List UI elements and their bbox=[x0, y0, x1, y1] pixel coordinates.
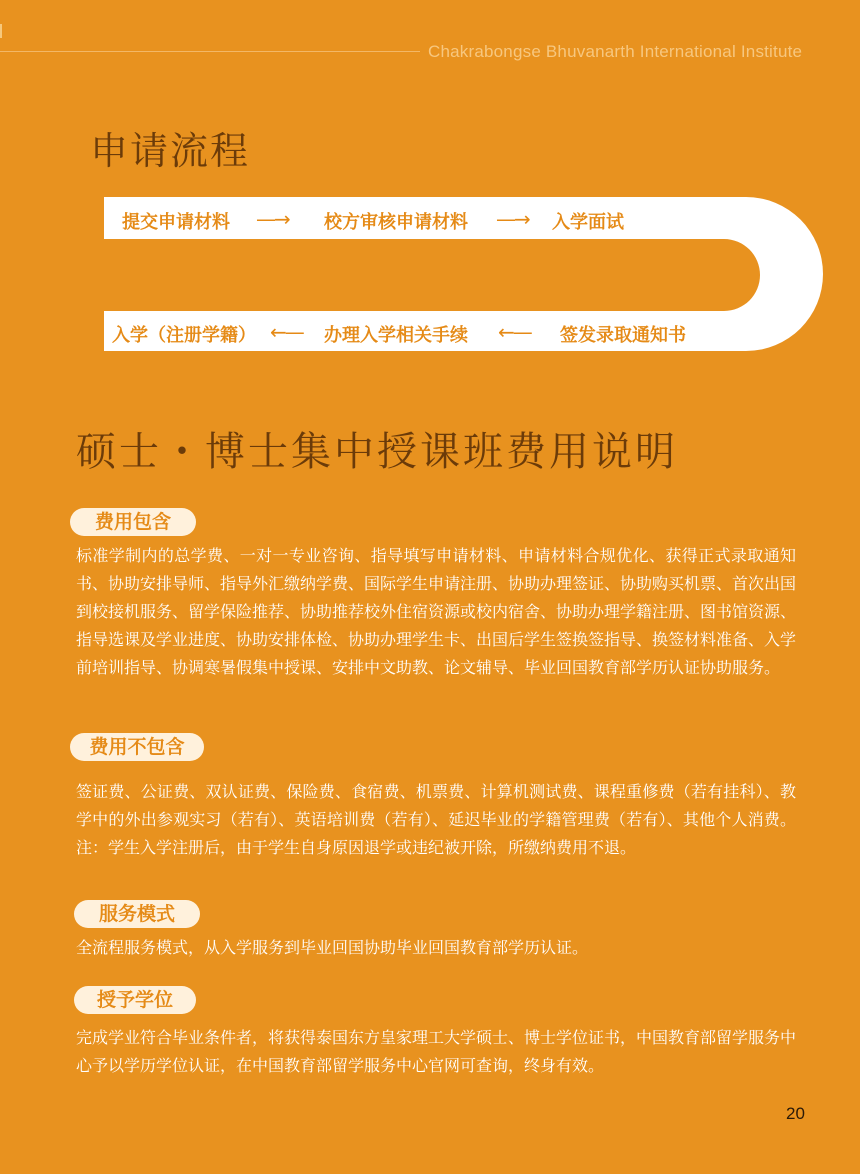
degree-label: 授予学位 bbox=[74, 986, 196, 1014]
arrow-right-icon: —→ bbox=[496, 207, 529, 231]
step-review-materials: 校方审核申请材料 bbox=[324, 212, 468, 233]
page-number: 20 bbox=[786, 1104, 805, 1123]
arrow-left-icon: ←— bbox=[270, 320, 303, 344]
fees-title: 硕士・博士集中授课班费用说明 bbox=[76, 429, 678, 475]
arrow-right-icon: —→ bbox=[256, 207, 289, 231]
step-submit-materials: 提交申请材料 bbox=[122, 212, 230, 233]
fees-excluded-label: 费用不包含 bbox=[70, 733, 204, 761]
step-enrollment: 入学（注册学籍） bbox=[112, 325, 256, 346]
fees-excluded-text: 签证费、公证费、双认证费、保险费、食宿费、机票费、计算机测试费、课程重修费（若有挂科）、教学中的外出参观实习（若有）、英语培训费（若有）、延迟毕业的学籍管理费（若有）、其他个人消费。注：学生入学注册后，由于学生自身原因退学或违纪被开除，所缴纳费用不退。 bbox=[76, 782, 796, 857]
step-interview: 入学面试 bbox=[552, 212, 624, 233]
service-mode-text: 全流程服务模式，从入学服务到毕业回国协助毕业回国教育部学历认证。 bbox=[76, 938, 589, 957]
arrow-left-icon: ←— bbox=[498, 320, 531, 344]
degree-text: 完成学业符合毕业条件者，将获得泰国东方皇家理工大学硕士、博士学位证书，中国教育部留学服务中心予以学历学位认证，在中国教育部留学服务中心官网可查询，终身有效。 bbox=[76, 1028, 797, 1075]
service-mode-label: 服务模式 bbox=[74, 900, 200, 928]
process-title: 申请流程 bbox=[90, 129, 251, 173]
step-admission-letter: 签发录取通知书 bbox=[560, 325, 686, 346]
fees-included-label: 费用包含 bbox=[70, 508, 196, 536]
fees-included-text: 标准学制内的总学费、一对一专业咨询、指导填写申请材料、申请材料合规优化、获得正式录取通知书、协助安排导师、指导外汇缴纳学费、国际学生申请注册、协助办理签证、协助购买机票、首次出国到校接机服务、留学保险推荐、协助推荐校外住宿资源或校内宿舍、协助办理学籍注册、图书馆资源、指导选课及学业进度、协助安排体检、协助办理学生卡、出国后学生签换签指导、换签材料准备、入学前培训指导、协调寒暑假集中授课、安排中文助教、论文辅导、毕业回国教育部学历认证协助服务。 bbox=[76, 546, 797, 677]
step-procedures: 办理入学相关手续 bbox=[324, 325, 468, 346]
institute-name: Chakrabongse Bhuvanarth International Institute bbox=[428, 42, 803, 61]
